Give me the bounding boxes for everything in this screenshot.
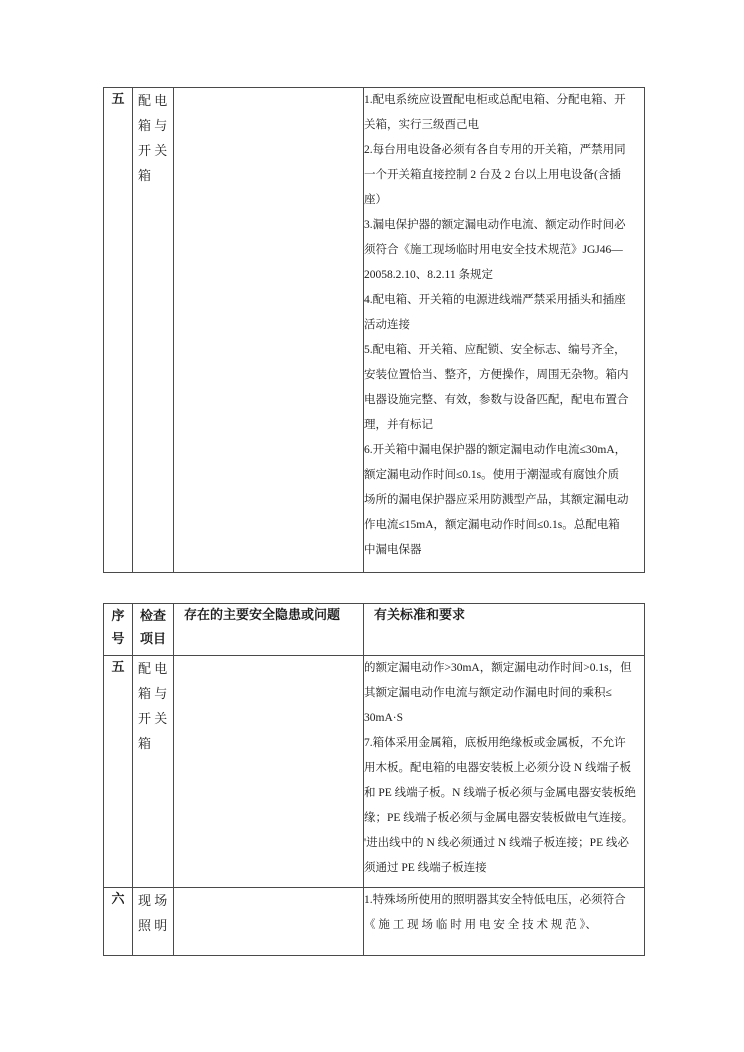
standard-cell — [364, 88, 645, 573]
header-hazard-label: 存在的主要安全隐患或问题 — [184, 607, 341, 622]
table-row-five-upper — [104, 88, 645, 573]
table-row-five-lower — [104, 656, 645, 888]
header-seq-label: 序 号 — [111, 608, 125, 646]
row-number: 六 — [111, 891, 125, 906]
header-item-label: 检查 项目 — [139, 608, 166, 646]
header-standard-label: 有关标准和要求 — [374, 607, 466, 622]
table-lower — [103, 603, 645, 956]
hazard-cell-empty — [174, 888, 364, 956]
standard-text: 1.配电系统应设置配电柜或总配电箱、分配电箱、开 关箱，实行三级酉己电 2.每台用电设备必须有各自专用的开关箱，严禁用同 一个开关箱直接控制 2 台及 2 台以上用电设备(含插 座） 3.漏电保护器的额定漏电动作电流、额定动作时间必 须符合《施工现场临时用电安全技术规范》JGJ46— 20058.2.10、8.2.11 条规定 4.配电箱、开关箱的电源进线端严禁采用插头和插座 活动连接 5.配电箱、开关箱、应配锁、安全标志、编号齐全， 安装位置恰当、整齐，方便操作，周围无杂物。箱内 电器设施完整、有效，参数与设备匹配，配电布置合 理，并有标记 6.开关箱中漏电保护器的额定漏电动作电流≤30mA， 额定漏电动作时间≤0.1s。使用于潮湿或有腐蚀介质 场所的漏电保护器应采用防溅型产品，其额定漏电动 作电流≤15mA，额定漏电动作时间≤0.1s。总配电箱 中漏电保器 — [364, 94, 629, 556]
row-number-cell — [104, 656, 133, 888]
header-item-cell — [133, 604, 174, 656]
row-number: 五 — [111, 91, 125, 106]
standard-text: 1.特殊场所使用的照明器其安全特低电压，必须符合 《 施 工 现 场 临 时 用 电 安 全 技 术 规 范 》、 — [364, 894, 626, 931]
hazard-cell-empty — [174, 656, 364, 888]
inspection-item-label: 配 电 箱 与 开 关 箱 — [138, 93, 168, 183]
standard-cell — [364, 656, 645, 888]
header-standard-cell — [364, 604, 645, 656]
inspection-item-label: 配 电 箱 与 开 关 箱 — [138, 661, 168, 751]
standard-text: 的额定漏电动作>30mA，额定漏电动作时间>0.1s，但 其额定漏电动作电流与额定动作漏电时间的乘积≤ 30mA·S 7.箱体采用金属箱，底板用绝缘板或金属板，不允许 用木板。配电箱的电器安装板上必须分设 N 线端子板 和 PE 线端子板。N 线端子板必须与金属电器安装板绝 缘；PE 线端子板必须与金属电器安装板做电气连接。 '进出线中的 N 线必须通过 N 线端子板连接；PE 线必 须通过 PE 线端子板连接 — [364, 662, 636, 874]
hazard-cell-empty — [174, 88, 364, 573]
header-hazard-cell — [174, 604, 364, 656]
inspection-item-cell — [133, 888, 174, 956]
table-upper — [103, 87, 645, 573]
inspection-item-cell — [133, 88, 174, 573]
row-number-cell — [104, 888, 133, 956]
row-number-cell — [104, 88, 133, 573]
table-row-six — [104, 888, 645, 956]
header-seq-cell — [104, 604, 133, 656]
inspection-item-cell — [133, 656, 174, 888]
standard-cell — [364, 888, 645, 956]
row-number: 五 — [111, 659, 125, 674]
inspection-item-label: 现 场 照 明 — [138, 893, 168, 933]
table-header-row — [104, 604, 645, 656]
